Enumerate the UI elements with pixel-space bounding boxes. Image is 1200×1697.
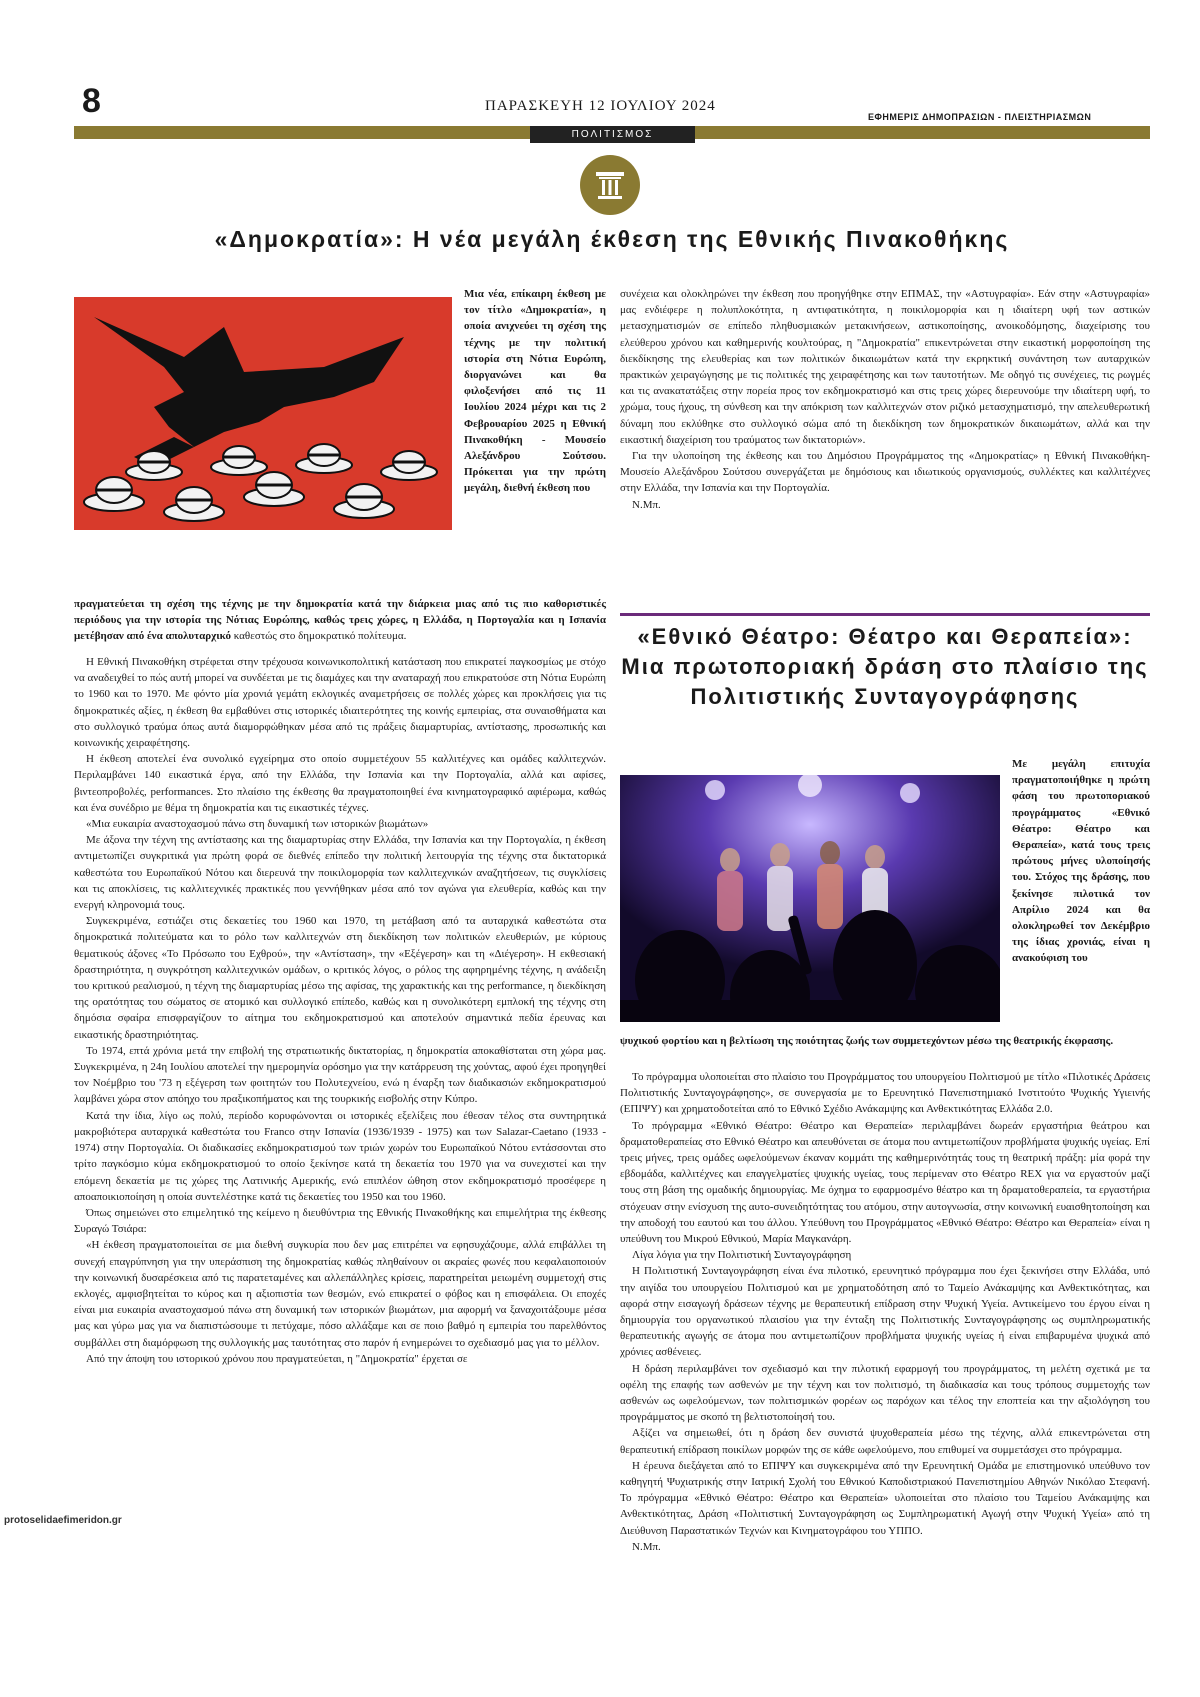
- article1-byline: Ν.Μπ.: [632, 498, 661, 511]
- article2-lead-continued: ψυχικού φορτίου και η βελτίωση της ποιότητας ζωής των συμμετεχόντων μέσω της θεατρικής έκφρασης.: [620, 1035, 1114, 1047]
- page-number: 8: [82, 82, 101, 120]
- article1-body-continued: συνέχεια και ολοκληρώνει την έκθεση που προηγήθηκε στην ΕΠΜΑΣ, την «Αστυγραφία». Εάν στην «Αστυγραφία» μας ενδιέφερε η πολυπλοκότητα, η αντιφατικότητα, η ποικιλομορφία και η ιδιαίτερη υφή των αστικών μετασχηματισμών σε επίπεδο πληθυσμιακών μετακινήσεων, αστικοποίησης, ανοικοδόμησης, διαχείρισης του ελεύθερου χρόνου και καθημερινής κουλτούρας, η "Δημοκρατία" επικεντρώνεται στην εικαστική μορφοποίηση της διεκδίκησης της ελευθερίας και των πολιτικών δικαιωμάτων κατά την εκρηκτική συνάντηση των αυταρχικών πρακτικών χειραγώγησης με τις πολιτικές της χειραφέτησης και των ταυτοτήτων. Με οδηγό τις συνέχειες, τις ρωγμές και τις ανακατατάξεις στην πορεία προς τον εκδημοκρατισμό και στις τρεις χώρες διερευνούμε την ιδιαίτερη υφή, το χρώμα, τους ήχους, τη σύνθεση και την απόκριση των καλλιτεχνών στον ριζικό μετασχηματισμό, την απελευθερωτική δύναμη που εκλύθηκε στο συλλογικό σώμα από τη διεκδίκηση των δημοκρατικών δικαιωμάτων, αλλά και την εικαστική διαχείριση του τραύματος των δικτατοριών». Για την υλοποίηση της έκθεσης και του Δημόσιου Προγράμματος της «Δημοκρατίας» η Εθνική Πινακοθήκη-Μουσείο Αλεξάνδρου Σούτσου συνεργάζεται με δημόσιους και ιδιωτικούς οργανισμούς, συλλέκτες και καλλιτέχνες στην Ελλάδα, την Ισπανία και την Πορτογαλία. Ν.Μπ.: [620, 286, 1150, 513]
- column-icon: [592, 167, 628, 203]
- watermark: protoselidaefimeridon.gr: [4, 1515, 122, 1526]
- culture-logo: [580, 155, 640, 215]
- article1-lead: Μια νέα, επίκαιρη έκθεση με τον τίτλο «Δημοκρατία», η οποία ανιχνεύει τη σχέση της τέχνης με την πολιτική ιστορία στη Νότια Ευρώπη, διοργανώνει και θα φιλοξενήσει από τις 11 Ιουλίου 2024 μέχρι και τις 2 Φεβρουαρίου 2025 η Εθνική Πινακοθήκη - Μουσείο Αλεξάνδρου Σούτσου. Πρόκειται για την πρώτη μεγάλη, διεθνή έκθεση που: [464, 288, 606, 495]
- article1-lead-continued: πραγματεύεται τη σχέση της τέχνης με την δημοκρατία κατά την διάρκεια μιας από τις πιο καθοριστικές περιόδους για την ιστορία της Νότιας Ευρώπης, καθώς τρεις χώρες, η Ελλάδα, η Πορτογαλία και η Ισπανία μετέβησαν από ένα απολυταρχικό καθεστώς στο δημοκρατικό πολίτευμα.: [74, 598, 606, 643]
- section-tag: ΠΟΛΙΤΙΣΜΟΣ: [530, 126, 695, 143]
- dateline: ΠΑΡΑΣΚΕΥΗ 12 ΙΟΥΛΙΟΥ 2024: [485, 98, 716, 114]
- article1-image: [74, 297, 452, 530]
- article1-headline: «Δημοκρατία»: Η νέα μεγάλη έκθεση της Εθνικής Πινακοθήκης: [214, 226, 1010, 252]
- article1-body: Η Εθνική Πινακοθήκη στρέφεται στην τρέχουσα κοινωνικοπολιτική κατάσταση που επικρατεί παγκοσμίως με στόχο να αναδειχθεί το πώς αυτή μπορεί να συνδέεται με τις διαμάχες και την αναταραχή που επικρατούσε στη Νότια Ευρώπη το 1960 και το 1970. Με φόντο μία χρονιά γεμάτη εκλογικές αναμετρήσεις σε πολλές χώρες και προκλήσεις για τις δημοκρατικές αξίες, η έκθεση θα εμβαθύνει στις ιστορικές ιδιαιτερότητες της κοινής εμπειρίας, στα συναισθήματα και στο συλλογικό τραύμα όπως αυτά διαμορφώθηκαν μέσα από τις πράξεις διαμαρτυρίας, αντίστασης, προσωπικής και κοινωνικής χειραφέτησης. Η έκθεση αποτελεί ένα συνολικό εγχείρημα στο οποίο συμμετέχουν 55 καλλιτέχνες και ομάδες καλλιτεχνών. Περιλαμβάνει 140 εικαστικά έργα, από την Ελλάδα, την Ισπανία και την Πορτογαλία, αλλά και αφίσες, βιντεοπροβολές, performances. Στο πλαίσιο της έκθεσης θα πραγματοποιηθεί ένα κινηματογραφικό αφιέρωμα, καθώς και ένα συνέδριο με θέμα τη δημοκρατία και τις εικαστικές τέχνες. «Μια ευκαιρία αναστοχασμού πάνω στη δυναμική των ιστορικών βιωμάτων» Με άξονα την τέχνη της αντίστασης και της διαμαρτυρίας στην Ελλάδα, την Ισπανία και την Πορτογαλία, η έκθεση αντιμετωπίζει συγκριτικά για πρώτη φορά σε διεθνές επίπεδο την πολιτική λειτουργία της τέχνης στα δικτατορικά καθεστώτα του Ευρωπαϊκού Νότου και διερευνά την ποικιλομορφία των καλλιτεχνικών αναζητήσεων, τις συγκλίσεις και τις αποκλίσεις, τις καλλιτεχνικές πρακτικές που γεννήθηκαν μέσα από τον αγώνα για ελευθερία, καθώς και την ενεργή κληρονομιά τους. Συγκεκριμένα, εστιάζει στις δεκαετίες του 1960 και 1970, τη μετάβαση από τα αυταρχικά καθεστώτα στα δημοκρατικά πολιτεύματα και το ρόλο των καλλιτεχνών στη διεκδίκηση των πολιτικών ελευθεριών, με κύριους θεματικούς άξονες «Το Πρόσωπο του Εχθρού», την «Αντίσταση», την «Εξέγερση» και τη «Διέγερση». Η εκθεσιακή δραστηριότητα, η συγκρότηση καλλιτεχνικών ομάδων, ο κριτικός λόγος, ο ρόλος της αφηρημένης τέχνης, η ανάδειξη του κριτικού ρεαλισμού, η τέχνη της διαμαρτυρίας μέσω της αφίσας, της χαρακτικής και της performance, η διεκδίκηση της ορατότητας του σώματος σε ατομικό και συλλογικό επίπεδο, καθώς και η συνολικότερη εμπλοκή της τέχνης στη δημόσια σφαίρα επισφραγίζουν το αίτημα του εκδημοκρατισμού και αποτελούν σημαντικά πεδία έρευνας και εικαστικής δραστηριότητας. Το 1974, επτά χρόνια μετά την επιβολή της στρατιωτικής δικτατορίας, η δημοκρατία αποκαθίσταται στη χώρα μας. Συγκεκριμένα, η 24η Ιουλίου αποτελεί την ημερομηνία ορόσημο για την κατάρρευση της χούντας, αφού έχει προηγηθεί τον Νοέμβριο του '73 η εξέγερση των φοιτητών του Πολυτεχνείου, ενώ η έναρξη των διαδικασιών εκδημοκρατισμού λαμβάνει χώρα στον απόηχο του πραξικοπήματος και της τουρκικής εισβολής στην Κύπρο. Κατά την ίδια, λίγο ως πολύ, περίοδο κορυφώνονται οι ιστορικές εξελίξεις που έθεσαν τέλος στα συντηρητικά μακροβιότερα αυταρχικά καθεστώτα του Franco στην Ισπανία (1936/1939 - 1975) και των Salazar-Caetano (1933 - 1974) στην Πορτογαλία. Οι διαδικασίες εκδημοκρατισμού των τριών χωρών του Ευρωπαϊκού Νότου εντάσσονται στο τρίτο παγκόσμιο κύμα εκδημοκρατισμού το οποίο ξεκίνησε κατά τη δεκαετία του 1970 για να συνεχιστεί και την επόμενη δεκαετία με τις χώρες της Λατινικής Αμερικής, ενώ επιπλέον ώθηση στον εκδημοκρατισμό προσέφερε η αποαποικιοποίηση η οποία συντελέστηκε κατά τις δεκαετίες του 1950 και του 1960. Όπως σημειώνει στο επιμελητικό της κείμενο η διευθύντρια της Εθνικής Πινακοθήκης και επιμελήτρια της έκθεσης Συραγώ Τσιάρα: «Η έκθεση πραγματοποιείται σε μια διεθνή συγκυρία που δεν μας επιτρέπει να εφησυχάζουμε, αλλά επιβάλλει τη συνεχή επαγρύπνηση για την υπεράσπιση της δημοκρατίας καθώς πληθαίνουν οι ακραίες φωνές που κεφαλαιοποιούν την κοινωνική δυσαρέσκεια από τις παρατεταμένες και αλλεπάλληλες κρίσεις, παρατηρείται μειωμένη συμμετοχή στις εκλογές, αμφισβητείται το κύρος και η αξιοπιστία των θεσμών, ενώ επικρατεί ο φόβος και η επισφάλεια. Οι εποχές είναι μια ευκαιρία αναστοχασμού πάνω στη δυναμική των ιστορικών βιωμάτων, μια αφορμή να ξαναχοιτάξουμε μέσα μας και γύρω μας για να διαπιστώσουμε τι πετύχαμε, πόσο αλλάξαμε και σε ποιο βαθμό η εμπειρία του παρελθόντος συμβάλλει στη διαμόρφωση της συλλογικής μας ταυτότητας στο παρόν ή ενημερώνει το σχεδιασμό μας για το μέλλον. Από την άποψη του ιστορικού χρόνου που πραγματεύεται, η "Δημοκρατία" έρχεται σε: [74, 656, 606, 1365]
- article2-byline: Ν.Μπ.: [632, 1540, 661, 1553]
- article-divider: [620, 613, 1150, 616]
- article2-headline: «Εθνικό Θέατρο: Θέατρο και Θεραπεία»: Μια πρωτοποριακή δράση στο πλαίσιο της Πολιτιστικής Συνταγογράφησης: [621, 624, 1149, 709]
- article2-image: [620, 775, 1000, 1022]
- article2-lead: Με μεγάλη επιτυχία πραγματοποιήθηκε η πρώτη φάση του πρωτοποριακού προγράμματος «Εθνικό Θέατρο: Θέατρο και Θεραπεία», κατά τους τρεις πρώτους μήνες υλοποίησής του. Στόχος της δράσης, που ξεκίνησε πιλοτικά τον Απρίλιο 2024 και θα ολοκληρωθεί τον Δεκέμβριο της ίδιας χρονιάς, είναι η ανακούφιση του: [1012, 758, 1150, 965]
- article2-body: Το πρόγραμμα υλοποιείται στο πλαίσιο του Προγράμματος του υπουργείου Πολιτισμού με τίτλο «Πιλοτικές Δράσεις Πολιτιστικής Συνταγογράφησης», σε συνεργασία με το Ερευνητικό Πανεπιστημιακό Ινστιτούτο Ψυχικής Υγιεινής (ΕΠΙΨΥ) και χρηματοδοτείται από το Εθνικό Σχέδιο Ανάκαμψης και Ανθεκτικότητας Ελλάδα 2.0. Το πρόγραμμα «Εθνικό Θέατρο: Θέατρο και Θεραπεία» περιλαμβάνει δωρεάν εργαστήρια θεάτρου και δραματοθεραπείας στο Εθνικό Θέατρο και απευθύνεται σε άτομα που αντιμετωπίζουν προβλήματα ψυχικής υγείας. Επί τρεις μήνες, τρεις ομάδες ωφελούμενων έκαναν κομμάτι της καθημερινότητάς τους τη θεατρική πράξη: μία φορά την εβδομάδα, καλλιτέχνες και επαγγελματίες ψυχικής υγείας, τους περίμεναν στο Θέατρο REX για να εργαστούν μαζί τους στη βάση της ομαδικής δημιουργίας. Με όχημα το εφαρμοσμένο θέατρο και τη δραματοθεραπεία, τα εργαστήρια στόχευαν στην ενίσχυση της αυτο-συνειδητότητας του ατόμου, στην αυτογνωσία, στην κοινωνική ευαισθητοποίηση και την αποδοχή του εαυτού και του άλλου. Υπεύθυνη του Προγράμματος «Εθνικό Θέατρο: Θέατρο και Θεραπεία» είναι η υπεύθυνη του Μικρού Εθνικού, Μαρία Μαγκανάρη. Λίγα λόγια για την Πολιτιστική Συνταγογράφηση Η Πολιτιστική Συνταγογράφηση είναι ένα πιλοτικό, ερευνητικό πρόγραμμα που έχει ξεκινήσει στην Ελλάδα, υπό την αιγίδα του υπουργείου Πολιτισμού και με χρηματοδότηση από το Ταμείο Ανάκαμψης και Ανθεκτικότητας, και αφορά στην εισαγωγή δράσεων τέχνης με θεραπευτική επίδραση στην Ψυχική Υγεία. Αντικείμενο του έργου είναι η δημιουργία του οργανωτικού πλαισίου για την ένταξη της Πολιτιστικής Συνταγογράφησης ως συμπληρωματικής θεραπευτικής αγωγής σε άτομα που αντιμετωπίζουν προβλήματα ψυχικής υγείας ή είναι επιβαρυμένα ψυχικά από χρόνιες ασθένειες. Η δράση περιλαμβάνει τον σχεδιασμό και την πιλοτική εφαρμογή του προγράμματος, τη μελέτη σχετικά με τα οφέλη της επαφής των ασθενών με την τέχνη και τον πολιτισμό, τη διαδικασία και τους τρόπους συμμετοχής των ασθενών ως ωφελούμενων, των πολιτισμικών φορέων ως παρόχων και τέλος την εποπτεία και την αξιολόγηση του προγράμματος με σκοπό τη βελτιστοποίησή του. Αξίζει να σημειωθεί, ότι η δράση δεν συνιστά ψυχοθεραπεία μέσω της τέχνης, αλλά επικεντρώνεται στη θεραπευτική επίδραση ποικίλων μορφών της σε κάθε ωφελούμενο, που επιθυμεί να συμμετάσχει στο πρόγραμμα. Η έρευνα διεξάγεται από το ΕΠΙΨΥ και συγκεκριμένα από την Ερευνητική Ομάδα με επιστημονικό υπεύθυνο τον καθηγητή Ψυχιατρικής στην Ιατρική Σχολή του Εθνικού Καποδιστριακού Πανεπιστημίου Αθηνών Νικόλαο Στεφανή. Το πρόγραμμα «Εθνικό Θέατρο: Θέατρο και Θεραπεία» υλοποιείται στο πλαίσιο του Ταμείου Ανάκαμψης και Ανθεκτικότητας, Δράση «Πολιτιστική Συνταγογράφηση ως Συμπληρωματική Αγωγή στην Ψυχική Υγεία» από τη Διεύθυνση Παραστατικών Τεχνών και Κινηματογράφου του ΥΠΠΟ. Ν.Μπ.: [620, 1069, 1150, 1555]
- masthead: ΕΦΗΜΕΡΙΣ ΔΗΜΟΠΡΑΣΙΩΝ - ΠΛΕΙΣΤΗΡΙΑΣΜΩΝ: [868, 112, 1092, 122]
